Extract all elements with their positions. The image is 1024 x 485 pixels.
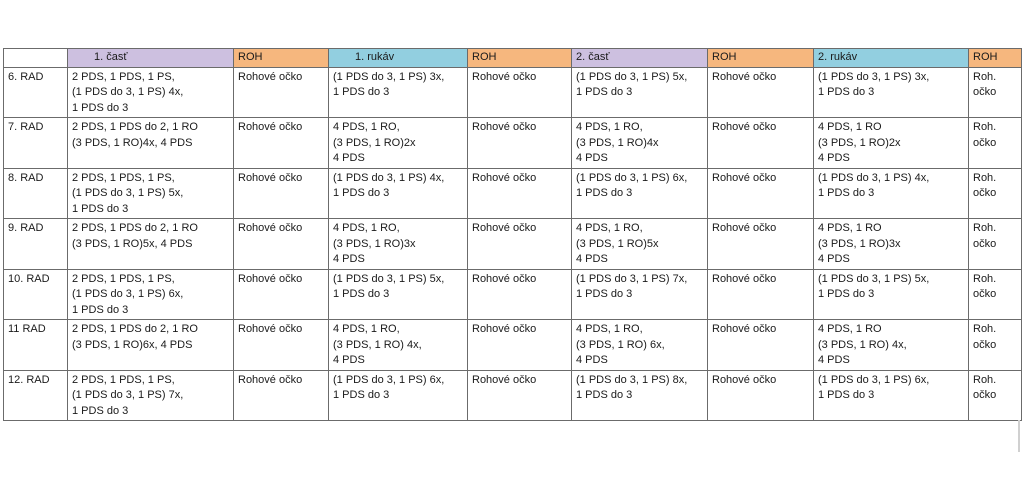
cell-sleeve1: [329, 269, 468, 320]
table-body: [4, 67, 1022, 421]
cell-roh4: [969, 370, 1022, 421]
cell-roh2: Rohové očko: [468, 269, 572, 320]
header-roh1: ROH: [234, 49, 329, 68]
cell-line: (1 PDS do 3, 1 PS) 6x,: [333, 373, 445, 386]
cell-line: 2 PDS, 1 PDS do 2, 1 RO: [72, 121, 198, 133]
cell-line: 4 PDS: [333, 253, 365, 265]
cell-roh2: Rohové očko: [468, 168, 572, 219]
cell-line: (1 PDS do 3, 1 PS) 3x,: [333, 70, 445, 83]
cell-line: 4 PDS: [576, 253, 608, 265]
cell-line: (1 PDS do 3, 1 PS) 4x,: [818, 171, 930, 184]
header-part1-label: 1. časť: [94, 51, 128, 63]
table-row: [4, 118, 1022, 169]
cell-line: 1 PDS do 3: [576, 288, 633, 300]
cell-line: 4 PDS: [818, 354, 850, 366]
cell-line: 2 PDS, 1 PDS, 1 PS,: [72, 272, 175, 285]
cell-part1: [68, 269, 234, 320]
cell-line: očko: [973, 288, 997, 300]
cell-line: (1 PDS do 3, 1 PS) 4x,: [72, 86, 184, 98]
cell-line: 1 PDS do 3: [576, 187, 633, 199]
table-row: [4, 67, 1022, 118]
table-row: [4, 370, 1022, 421]
cell-roh2: Rohové očko: [468, 219, 572, 270]
cell-line: (1 PDS do 3, 1 PS) 3x,: [818, 70, 930, 83]
cell-line: 1 PDS do 3: [818, 187, 875, 199]
cell-roh1: Rohové očko: [234, 118, 329, 169]
cell-line: (1 PDS do 3, 1 PS) 8x,: [576, 373, 688, 386]
cell-line: (1 PDS do 3, 1 PS) 4x,: [333, 171, 445, 184]
header-sleeve1-label: 1. rukáv: [355, 51, 395, 63]
cell-line: 4 PDS, 1 RO: [818, 121, 882, 133]
cell-line: (1 PDS do 3, 1 PS) 5x,: [576, 70, 688, 83]
cell-part1: [68, 118, 234, 169]
cell-roh3: Rohové očko: [708, 320, 814, 371]
table-row: [4, 168, 1022, 219]
cell-line: (1 PDS do 3, 1 PS) 6x,: [818, 373, 930, 386]
cell-line: Roh.: [973, 171, 997, 184]
cell-line: (3 PDS, 1 RO)3x: [333, 237, 416, 250]
cell-line: Roh.: [973, 70, 997, 83]
cell-line: (1 PDS do 3, 1 PS) 5x,: [333, 272, 445, 285]
cell-line: 2 PDS, 1 PDS, 1 PS,: [72, 171, 175, 184]
cell-line: 1 PDS do 3: [818, 86, 875, 98]
cell-line: očko: [973, 136, 997, 149]
cell-sleeve2: [814, 320, 969, 371]
cell-line: 4 PDS: [818, 152, 850, 164]
cell-roh3: Rohové očko: [708, 118, 814, 169]
cell-line: očko: [973, 389, 997, 401]
cell-line: 1 PDS do 3: [72, 202, 129, 215]
row-label: 11 RAD: [4, 320, 68, 371]
cell-line: (1 PDS do 3, 1 PS) 5x,: [818, 272, 930, 285]
cell-roh1: Rohové očko: [234, 219, 329, 270]
cell-line: 1 PDS do 3: [72, 404, 129, 417]
cell-roh1: Rohové očko: [234, 269, 329, 320]
table-row: [4, 219, 1022, 270]
cell-line: (3 PDS, 1 RO)4x: [576, 136, 659, 149]
row-label: 10. RAD: [4, 269, 68, 320]
row-label: 8. RAD: [4, 168, 68, 219]
cell-sleeve1: [329, 67, 468, 118]
header-sleeve2: 2. rukáv: [814, 49, 969, 68]
cell-part1: [68, 168, 234, 219]
cell-line: (1 PDS do 3, 1 PS) 7x,: [72, 389, 184, 401]
cell-line: 4 PDS: [576, 152, 608, 164]
cell-sleeve2: [814, 67, 969, 118]
cell-line: 1 PDS do 3: [72, 303, 129, 316]
cell-line: (3 PDS, 1 RO) 6x,: [576, 338, 665, 351]
cell-roh4: [969, 219, 1022, 270]
cell-line: 1 PDS do 3: [818, 288, 875, 300]
cell-roh1: Rohové očko: [234, 370, 329, 421]
cell-line: (3 PDS, 1 RO) 4x,: [333, 338, 422, 351]
cell-part2: [572, 219, 708, 270]
cell-line: očko: [973, 338, 997, 351]
cell-line: (3 PDS, 1 RO)6x, 4 PDS: [72, 338, 193, 351]
cell-line: 1 PDS do 3: [576, 389, 633, 401]
cell-line: očko: [973, 237, 997, 250]
cell-part2: [572, 370, 708, 421]
cell-line: 4 PDS, 1 RO,: [576, 222, 643, 234]
cell-line: 4 PDS, 1 RO,: [333, 323, 400, 335]
header-part2: 2. časť: [572, 49, 708, 68]
header-sleeve1: [329, 49, 468, 68]
cell-roh4: [969, 320, 1022, 371]
cell-sleeve1: [329, 320, 468, 371]
cell-line: 1 PDS do 3: [333, 288, 390, 300]
header-roh4: ROH: [969, 49, 1022, 68]
cell-line: 4 PDS: [576, 354, 608, 366]
cell-part1: [68, 67, 234, 118]
row-label: 6. RAD: [4, 67, 68, 118]
cell-line: 1 PDS do 3: [333, 389, 390, 401]
cell-line: (3 PDS, 1 RO)2x: [818, 136, 901, 149]
cell-roh3: Rohové očko: [708, 219, 814, 270]
knitting-pattern-table: [3, 48, 1022, 421]
cell-line: (3 PDS, 1 RO)4x, 4 PDS: [72, 136, 193, 149]
cell-sleeve2: [814, 168, 969, 219]
cell-sleeve2: [814, 370, 969, 421]
cell-sleeve2: [814, 118, 969, 169]
cell-roh2: Rohové očko: [468, 320, 572, 371]
cell-roh4: [969, 118, 1022, 169]
cell-roh3: Rohové očko: [708, 67, 814, 118]
header-part1: [68, 49, 234, 68]
row-label: 7. RAD: [4, 118, 68, 169]
cell-line: Roh.: [973, 323, 997, 335]
cell-line: 4 PDS, 1 RO,: [576, 323, 643, 335]
cell-roh2: Rohové očko: [468, 67, 572, 118]
row-label: 12. RAD: [4, 370, 68, 421]
cell-line: 4 PDS, 1 RO,: [333, 222, 400, 234]
cell-line: 2 PDS, 1 PDS, 1 PS,: [72, 70, 175, 83]
header-roh3: ROH: [708, 49, 814, 68]
cell-line: (3 PDS, 1 RO)2x: [333, 136, 416, 149]
cell-part1: [68, 320, 234, 371]
cell-line: 4 PDS: [333, 152, 365, 164]
cell-line: (1 PDS do 3, 1 PS) 6x,: [576, 171, 688, 184]
cell-line: (1 PDS do 3, 1 PS) 5x,: [72, 187, 184, 199]
cell-line: 1 PDS do 3: [72, 101, 129, 114]
cell-line: (1 PDS do 3, 1 PS) 7x,: [576, 272, 688, 285]
cell-roh4: [969, 269, 1022, 320]
cell-line: (3 PDS, 1 RO)3x: [818, 237, 901, 250]
cell-line: (1 PDS do 3, 1 PS) 6x,: [72, 288, 184, 300]
cell-line: Roh.: [973, 121, 997, 133]
cell-line: 4 PDS, 1 RO: [818, 222, 882, 234]
cell-roh3: Rohové očko: [708, 269, 814, 320]
cell-line: Roh.: [973, 373, 997, 386]
table-row: [4, 320, 1022, 371]
cell-line: 4 PDS, 1 RO,: [576, 121, 643, 133]
header-row: [4, 49, 1022, 68]
cell-roh3: Rohové očko: [708, 168, 814, 219]
cell-sleeve2: [814, 269, 969, 320]
cell-part2: [572, 67, 708, 118]
cell-part2: [572, 320, 708, 371]
cell-line: (3 PDS, 1 RO)5x: [576, 237, 659, 250]
cell-line: 1 PDS do 3: [333, 86, 390, 98]
cell-sleeve1: [329, 219, 468, 270]
cell-line: 4 PDS: [818, 253, 850, 265]
cell-roh1: Rohové očko: [234, 67, 329, 118]
header-blank-cell: [4, 49, 68, 68]
cell-part2: [572, 118, 708, 169]
header-roh2: ROH: [468, 49, 572, 68]
cell-line: 1 PDS do 3: [576, 86, 633, 98]
cell-line: (3 PDS, 1 RO) 4x,: [818, 338, 907, 351]
cell-line: Roh.: [973, 272, 997, 285]
cell-roh2: Rohové očko: [468, 118, 572, 169]
cell-part1: [68, 370, 234, 421]
row-label: 9. RAD: [4, 219, 68, 270]
cell-roh4: [969, 67, 1022, 118]
cell-line: 1 PDS do 3: [818, 389, 875, 401]
cell-sleeve1: [329, 370, 468, 421]
cell-line: očko: [973, 187, 997, 199]
cell-roh4: [969, 168, 1022, 219]
cell-sleeve1: [329, 118, 468, 169]
cell-line: 1 PDS do 3: [333, 187, 390, 199]
cell-line: 4 PDS, 1 RO,: [333, 121, 400, 133]
cell-line: 4 PDS, 1 RO: [818, 323, 882, 335]
cell-roh3: Rohové očko: [708, 370, 814, 421]
cell-line: Roh.: [973, 222, 997, 234]
table-row: [4, 269, 1022, 320]
cell-line: (3 PDS, 1 RO)5x, 4 PDS: [72, 237, 193, 250]
cell-part1: [68, 219, 234, 270]
cell-roh1: Rohové očko: [234, 320, 329, 371]
cell-roh1: Rohové očko: [234, 168, 329, 219]
cell-sleeve2: [814, 219, 969, 270]
page-edge-mark: [1018, 420, 1020, 452]
cell-part2: [572, 168, 708, 219]
cell-line: 2 PDS, 1 PDS, 1 PS,: [72, 373, 175, 386]
cell-roh2: Rohové očko: [468, 370, 572, 421]
cell-line: 4 PDS: [333, 354, 365, 366]
cell-part2: [572, 269, 708, 320]
cell-line: očko: [973, 86, 997, 98]
cell-line: 2 PDS, 1 PDS do 2, 1 RO: [72, 323, 198, 335]
cell-sleeve1: [329, 168, 468, 219]
cell-line: 2 PDS, 1 PDS do 2, 1 RO: [72, 222, 198, 234]
